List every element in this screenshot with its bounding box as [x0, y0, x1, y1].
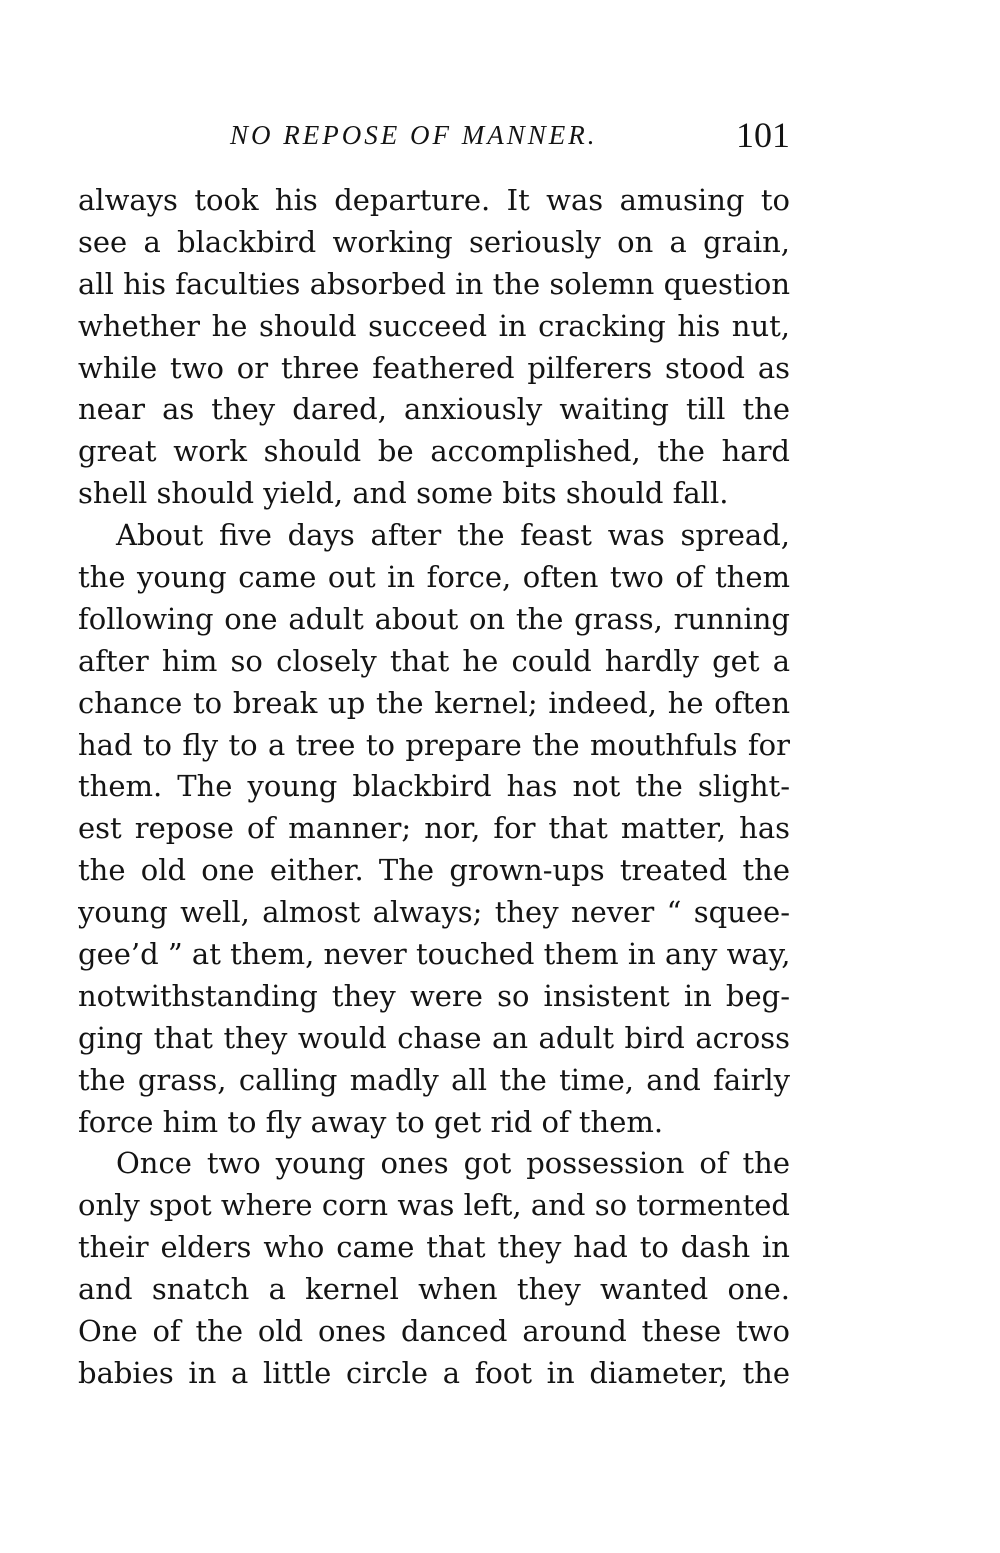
text-line: their elders who came that they had to dash in: [78, 1230, 790, 1265]
text-line: chance to break up the kernel; indeed, he often: [78, 685, 790, 720]
running-title: NO REPOSE OF MANNER.: [230, 120, 598, 150]
text-line: est repose of manner; nor, for that matter, has: [78, 811, 790, 846]
running-head: [78, 114, 790, 158]
text-line: only spot where corn was left, and so tormented: [78, 1188, 790, 1223]
text-line: gee’d ” at them, never touched them in any way,: [78, 937, 790, 972]
text-line: had to fly to a tree to prepare the mouthfuls for: [78, 727, 790, 762]
paragraph: [78, 515, 790, 1143]
text-line: whether he should succeed in cracking his nut,: [78, 308, 790, 343]
text-line: always took his departure. It was amusing to: [78, 183, 790, 217]
text-line: shell should yield, and some bits should fall.: [78, 476, 729, 511]
page-number: 101: [736, 115, 790, 155]
text-line: the old one either. The grown-ups treated the: [78, 853, 790, 888]
text-line: the young came out in force, often two of them: [78, 560, 790, 595]
text-line: after him so closely that he could hardly get a: [78, 643, 790, 678]
text-line: all his faculties absorbed in the solemn question: [78, 266, 790, 301]
text-line: One of the old ones danced around these two: [78, 1314, 790, 1349]
text-line: see a blackbird working seriously on a grain,: [78, 224, 790, 259]
text-line: Once two young ones got possession of the: [116, 1146, 790, 1181]
text-line: ging that they would chase an adult bird across: [78, 1020, 790, 1055]
text-line: them. The young blackbird has not the slight-: [78, 769, 790, 804]
text-line: while two or three feathered pilferers stood as: [78, 350, 790, 385]
body-text: [78, 180, 790, 1395]
paragraph: [78, 1143, 790, 1394]
text-line: the grass, calling madly all the time, and fairly: [78, 1062, 790, 1097]
text-line: About five days after the feast was spread,: [116, 518, 790, 553]
text-line: notwithstanding they were so insistent in beg-: [78, 978, 790, 1013]
text-line: force him to fly away to get rid of them.: [78, 1104, 664, 1139]
text-line: and snatch a kernel when they wanted one.: [78, 1272, 790, 1307]
text-line: near as they dared, anxiously waiting till the: [78, 392, 790, 427]
text-line: great work should be accomplished, the hard: [78, 434, 790, 469]
paragraph: [78, 180, 790, 515]
text-line: babies in a little circle a foot in diameter, the: [78, 1355, 790, 1390]
text-line: following one adult about on the grass, running: [78, 601, 790, 636]
text-line: young well, almost always; they never “ squee-: [78, 895, 790, 930]
